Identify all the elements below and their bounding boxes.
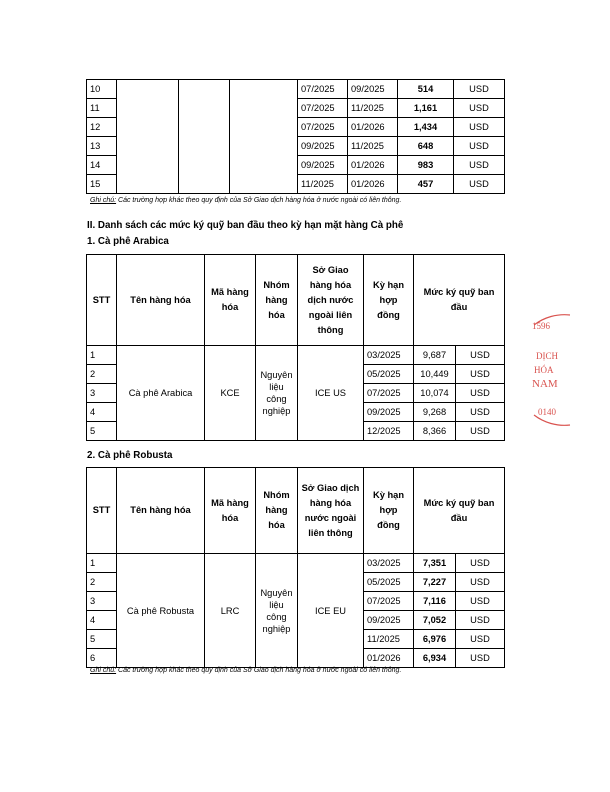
cell-amount: 514: [398, 80, 454, 99]
cell-from: 07/2025: [298, 118, 348, 137]
cell-stt: 3: [87, 384, 117, 403]
cell-stt: 2: [87, 365, 117, 384]
table-row: [87, 80, 505, 99]
robusta-heading: 2. Cà phê Robusta: [87, 450, 173, 461]
stamp-text: 1596: [532, 321, 550, 331]
cell-amount: 1,161: [398, 99, 454, 118]
cell-to: 01/2026: [348, 118, 398, 137]
cell-amount: 9,268: [414, 403, 456, 422]
table-continued: [86, 79, 505, 194]
cell-from: 11/2025: [298, 175, 348, 194]
cell-term: 09/2025: [364, 611, 414, 630]
cell-amount: 648: [398, 137, 454, 156]
cell-stt: 14: [87, 156, 117, 175]
cell-amount: 6,934: [414, 649, 456, 668]
cell-currency: USD: [456, 554, 505, 573]
cell-term: 05/2025: [364, 365, 414, 384]
cell-currency: USD: [454, 118, 505, 137]
cell-term: 03/2025: [364, 554, 414, 573]
header-name: Tên hàng hóa: [117, 255, 205, 346]
cell-term: 09/2025: [364, 403, 414, 422]
cell-commodity-group: Nguyên liệu công nghiệp: [256, 554, 298, 668]
header-group: Nhóm hàng hóa: [256, 468, 298, 554]
cell-stt: 4: [87, 611, 117, 630]
cell-currency: USD: [456, 573, 505, 592]
note-bottom: Ghi chú: Các trường hợp khác theo quy định của Sở Giao dịch hàng hóa ở nước ngoài có liên thông.: [90, 667, 402, 674]
cell-from: 09/2025: [298, 137, 348, 156]
header-group: Nhóm hàng hóa: [256, 255, 298, 346]
cell-stt: 15: [87, 175, 117, 194]
cell-term: 07/2025: [364, 592, 414, 611]
header-stt: STT: [87, 468, 117, 554]
cell-term: 01/2026: [364, 649, 414, 668]
cell-term: 07/2025: [364, 384, 414, 403]
header-term: Kỳ hạn hợp đồng: [364, 255, 414, 346]
table-row: [87, 554, 505, 573]
cell-amount: 983: [398, 156, 454, 175]
cell-currency: USD: [456, 422, 505, 441]
cell-to: 01/2026: [348, 156, 398, 175]
cell-currency: USD: [456, 630, 505, 649]
cell-amount: 7,116: [414, 592, 456, 611]
cell-amount: 7,351: [414, 554, 456, 573]
cell-to: 11/2025: [348, 137, 398, 156]
cell-amount: 10,449: [414, 365, 456, 384]
header-exchange: Sở Giao hàng hóa dịch nước ngoài liên thông: [298, 255, 364, 346]
cell-to: 01/2026: [348, 175, 398, 194]
table-row: [87, 346, 505, 365]
cell-stt: 2: [87, 573, 117, 592]
cell-merged-empty: [230, 80, 298, 194]
cell-amount: 10,074: [414, 384, 456, 403]
cell-currency: USD: [456, 611, 505, 630]
cell-currency: USD: [456, 384, 505, 403]
cell-currency: USD: [456, 365, 505, 384]
cell-amount: 1,434: [398, 118, 454, 137]
cell-amount: 7,227: [414, 573, 456, 592]
cell-commodity-name: Cà phê Robusta: [117, 554, 205, 668]
cell-amount: 7,052: [414, 611, 456, 630]
cell-amount: 6,976: [414, 630, 456, 649]
cell-to: 09/2025: [348, 80, 398, 99]
cell-term: 11/2025: [364, 630, 414, 649]
cell-currency: USD: [456, 649, 505, 668]
cell-amount: 457: [398, 175, 454, 194]
cell-term: 05/2025: [364, 573, 414, 592]
cell-currency: USD: [454, 156, 505, 175]
cell-stt: 1: [87, 346, 117, 365]
robusta-table: [86, 467, 505, 668]
cell-from: 07/2025: [298, 80, 348, 99]
cell-stt: 4: [87, 403, 117, 422]
cell-stt: 11: [87, 99, 117, 118]
cell-amount: 9,687: [414, 346, 456, 365]
cell-stt: 1: [87, 554, 117, 573]
cell-currency: USD: [454, 175, 505, 194]
cell-merged-empty: [117, 80, 179, 194]
cell-merged-empty: [179, 80, 230, 194]
cell-to: 11/2025: [348, 99, 398, 118]
header-margin: Mức ký quỹ ban đầu: [414, 468, 505, 554]
header-code: Mã hàng hóa: [205, 255, 256, 346]
cell-commodity-code: KCE: [205, 346, 256, 441]
cell-commodity-name: Cà phê Arabica: [117, 346, 205, 441]
cell-stt: 6: [87, 649, 117, 668]
header-exchange: Sở Giao dịch hàng hóa nước ngoài liên thông: [298, 468, 364, 554]
cell-currency: USD: [456, 592, 505, 611]
cell-commodity-group: Nguyên liệu công nghiệp: [256, 346, 298, 441]
cell-term: 12/2025: [364, 422, 414, 441]
cell-stt: 13: [87, 137, 117, 156]
cell-stt: 3: [87, 592, 117, 611]
cell-stt: 5: [87, 422, 117, 441]
arabica-table: [86, 254, 505, 441]
arabica-heading: 1. Cà phê Arabica: [87, 236, 169, 247]
cell-stt: 12: [87, 118, 117, 137]
cell-exchange: ICE US: [298, 346, 364, 441]
cell-commodity-code: LRC: [205, 554, 256, 668]
stamp-seal: [530, 315, 610, 425]
header-margin: Mức ký quỹ ban đầu: [414, 255, 505, 346]
header-code: Mã hàng hóa: [205, 468, 256, 554]
section-title: II. Danh sách các mức ký quỹ ban đầu theo kỳ hạn mặt hàng Cà phê: [87, 220, 404, 231]
cell-term: 03/2025: [364, 346, 414, 365]
cell-exchange: ICE EU: [298, 554, 364, 668]
cell-stt: 10: [87, 80, 117, 99]
cell-currency: USD: [454, 99, 505, 118]
cell-from: 09/2025: [298, 156, 348, 175]
header-name: Tên hàng hóa: [117, 468, 205, 554]
cell-currency: USD: [454, 137, 505, 156]
cell-amount: 8,366: [414, 422, 456, 441]
stamp-text: DỊCH: [536, 351, 558, 361]
cell-stt: 5: [87, 630, 117, 649]
note-top: Ghi chú: Các trường hợp khác theo quy định của Sở Giao dịch hàng hóa ở nước ngoài có liên thông.: [90, 197, 402, 204]
cell-currency: USD: [456, 346, 505, 365]
cell-currency: USD: [456, 403, 505, 422]
stamp-text: HÓA: [534, 365, 554, 375]
cell-currency: USD: [454, 80, 505, 99]
header-term: Kỳ hạn hợp đồng: [364, 468, 414, 554]
stamp-text: NAM: [532, 378, 558, 390]
cell-from: 07/2025: [298, 99, 348, 118]
header-stt: STT: [87, 255, 117, 346]
stamp-text: 0140: [538, 407, 556, 417]
